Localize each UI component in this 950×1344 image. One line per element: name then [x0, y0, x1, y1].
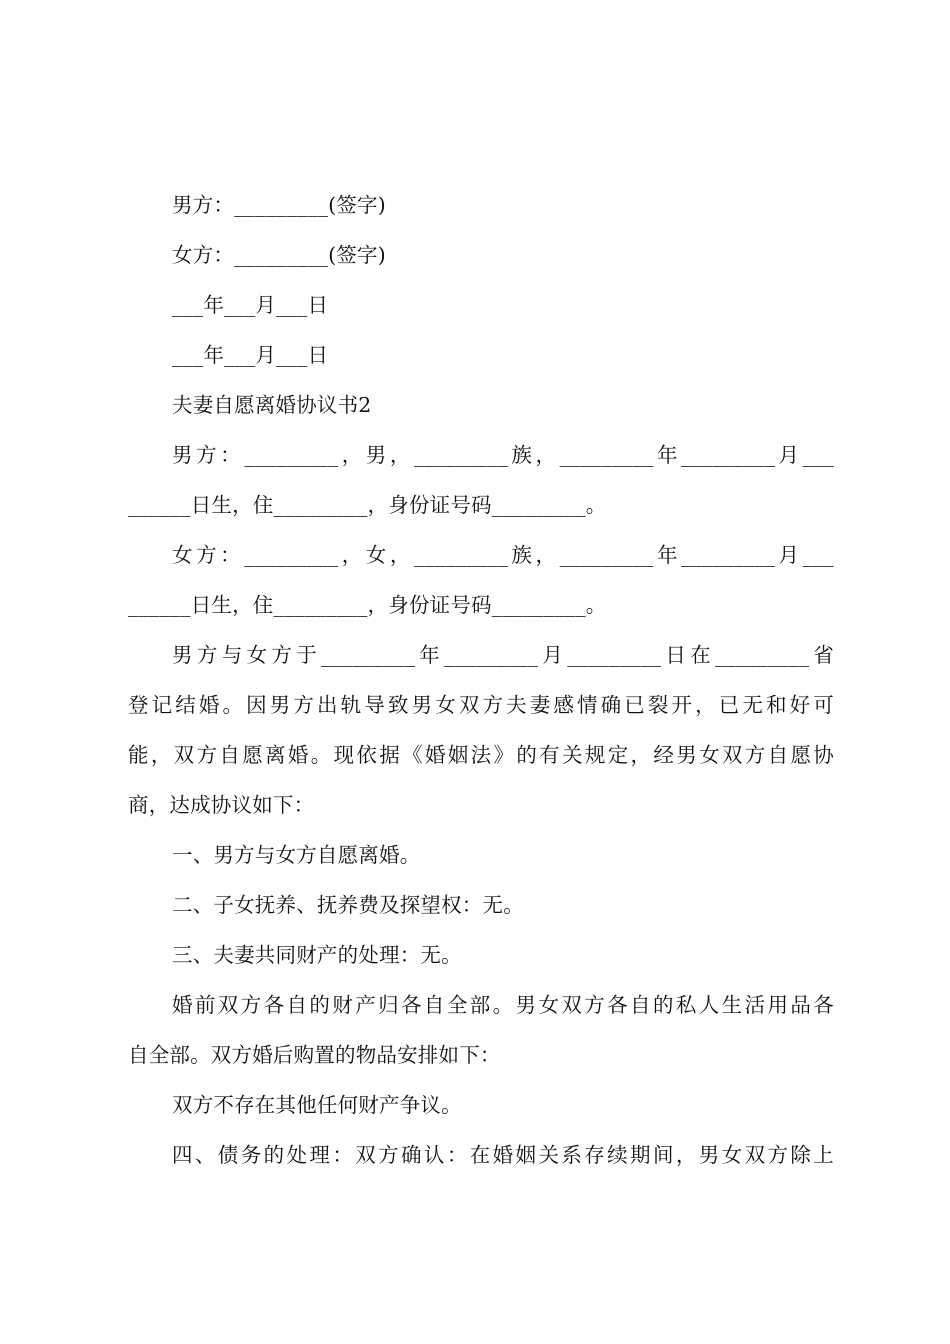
marriage-intro-line-4: 商，达成协议如下： — [128, 793, 315, 817]
clause-1: 一、男方与女方自愿离婚。 — [172, 843, 421, 867]
male-signature-line: 男方：_________(签字) — [172, 193, 386, 217]
property-line-2: 自全部。双方婚后购置的物品安排如下： — [128, 1043, 501, 1067]
clause-4-line-1: 四、债务的处理：双方确认：在婚姻关系存续期间，男女双方除上 — [172, 1143, 834, 1167]
clause-3: 三、夫妻共同财产的处理：无。 — [172, 943, 462, 967]
date-line-2: ___年___月___日 — [172, 343, 329, 367]
female-info-line-2: ______日生，住_________，身份证号码_________。 — [128, 593, 607, 617]
marriage-intro-line-3: 能，双方自愿离婚。现依据《婚姻法》的有关规定，经男女双方自愿协 — [128, 743, 834, 767]
property-line-1: 婚前双方各自的财产归各自全部。男女双方各自的私人生活用品各 — [172, 993, 834, 1017]
agreement-title: 夫妻自愿离婚协议书2 — [172, 393, 372, 417]
female-info-line-1: 女方：_________，女，_________族，_________年_________月___ — [172, 543, 834, 567]
marriage-intro-line-2: 登记结婚。因男方出轨导致男女双方夫妻感情确已裂开，已无和好可 — [128, 693, 834, 717]
female-signature-line: 女方：_________(签字) — [172, 243, 386, 267]
male-info-line-2: ______日生，住_________，身份证号码_________。 — [128, 493, 607, 517]
male-info-line-1: 男方：_________，男，_________族，_________年_________月___ — [172, 443, 834, 467]
date-line-1: ___年___月___日 — [172, 293, 329, 317]
no-dispute-line: 双方不存在其他任何财产争议。 — [172, 1093, 462, 1117]
marriage-intro-line-1: 男方与女方于_________年_________月_________日在_________省 — [172, 643, 834, 667]
clause-2: 二、子女抚养、抚养费及探望权：无。 — [172, 893, 524, 917]
